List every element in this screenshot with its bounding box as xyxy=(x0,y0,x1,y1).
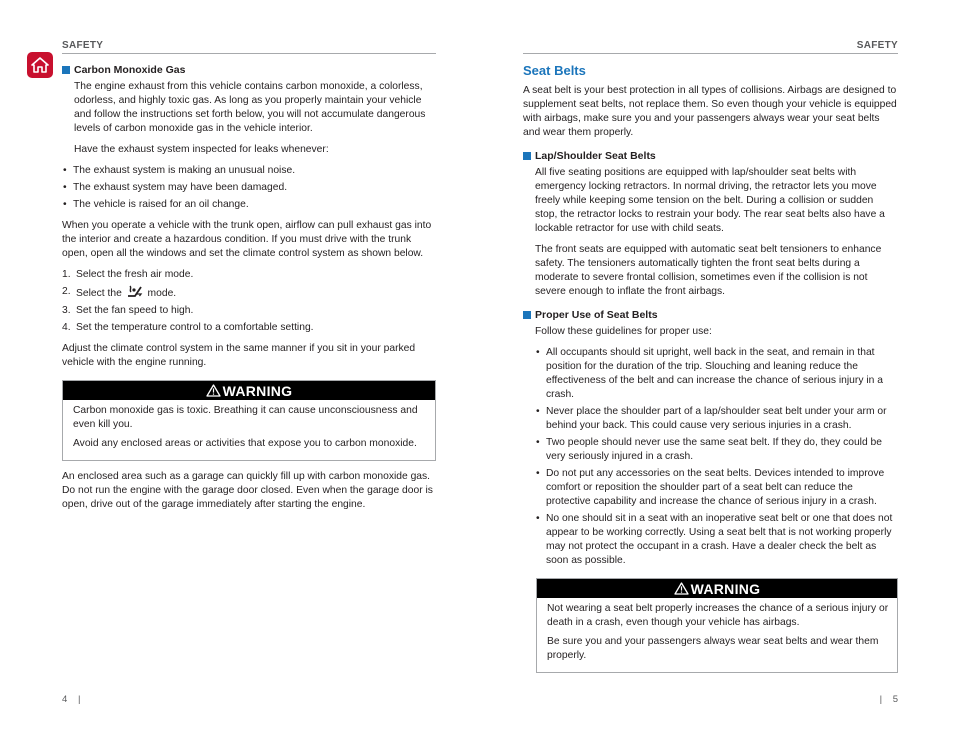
step-text: Select the fresh air mode. xyxy=(76,269,194,280)
lap-shoulder-body xyxy=(523,166,898,299)
warning-text: Not wearing a seat belt properly increases the chance of a serious injury or death in a crash, even though your vehicle has airbags. xyxy=(547,603,889,628)
list-item: • The exhaust system may have been damaged. xyxy=(62,181,436,195)
section-heading-text: Carbon Monoxide Gas xyxy=(74,64,186,76)
page-footer xyxy=(880,694,898,705)
warning-label: WARNING xyxy=(690,580,761,597)
warning-triangle-icon xyxy=(674,582,689,595)
home-button[interactable] xyxy=(27,52,53,78)
right-content xyxy=(523,63,898,682)
warning-body xyxy=(537,598,897,672)
intro-paragraph: A seat belt is your best protection in all types of collisions. Airbags are designed to supplement seat belts, not replace them. So even though your vehicle is equipped with airbags, make sure you and your passengers always wear your seat belts and wear them properly. xyxy=(523,85,897,138)
home-icon xyxy=(31,57,49,73)
header-rule xyxy=(523,53,898,54)
section-heading-proper-use xyxy=(523,308,898,322)
warning-triangle-icon xyxy=(206,384,221,397)
blue-square-icon xyxy=(523,152,531,160)
intro-paragraph: The engine exhaust from this vehicle contains carbon monoxide, a colorless, odorless, and highly toxic gas. As long as you properly maintain your vehicle and follow the instructions set forth below, you will not accumulate dangerous levels of carbon monoxide gas in the vehicle interior. xyxy=(74,81,426,134)
warning-bar xyxy=(537,579,897,598)
page-header-label: SAFETY xyxy=(62,40,104,51)
carbon-monoxide-body xyxy=(62,80,436,157)
step-text: Set the temperature control to a comfortable setting. xyxy=(76,322,314,333)
page-header-label: SAFETY xyxy=(856,40,898,51)
warning-box xyxy=(536,578,898,673)
list-item: 3. Set the fan speed to high. xyxy=(62,305,194,316)
step-text: Select the xyxy=(76,288,122,299)
section-heading-lap-shoulder xyxy=(523,149,898,163)
list-item: • The vehicle is raised for an oil change. xyxy=(62,198,436,212)
list-item: 1. Select the fresh air mode. xyxy=(62,269,194,280)
list-item: • The exhaust system is making an unusual noise. xyxy=(62,164,436,178)
list-item: 2. Select the mode. xyxy=(62,286,177,299)
inspect-list xyxy=(62,164,436,212)
lap-paragraph: All five seating positions are equipped with lap/shoulder seat belts with emergency locking retractors. In normal driving, the retractor lets you move freely while keeping some tension on the belt. During a collision or sudden stop, the retractor locks to restrain your body. The rear seat belts also have a lockable retractor for use with child seats. xyxy=(535,167,885,234)
blue-square-icon xyxy=(523,311,531,319)
climate-steps-list xyxy=(62,268,436,335)
header-rule xyxy=(62,53,436,54)
step-text: mode. xyxy=(147,288,177,299)
list-item: • No one should sit in a seat with an inoperative seat belt or one that does not appear to be working correctly. Using a seat belt that is not working properly may not protect the occupant in a crash. Have a dealer check the belt as soon as possible. xyxy=(535,512,898,568)
list-item: • Do not put any accessories on the seat belts. Devices intended to improve comfort or reposition the shoulder part of a seat belt can reduce the protective capability and increase the chance of serious injury in a crash. xyxy=(535,467,898,509)
warning-text: Be sure you and your passengers always wear seat belts and wear them properly. xyxy=(547,636,879,661)
proper-intro: Follow these guidelines for proper use: xyxy=(535,326,712,337)
warning-text: Carbon monoxide gas is toxic. Breathing it can cause unconsciousness and even kill you. xyxy=(73,405,418,430)
guidelines-list xyxy=(535,346,898,568)
blue-square-icon xyxy=(62,66,70,74)
page-number: 4 xyxy=(62,694,68,705)
list-item: • All occupants should sit upright, well back in the seat, and remain in that position for the duration of the trip. Slouching and leaning reduce the effectiveness of the belt and can increase the chance of serious injury in a crash. xyxy=(535,346,898,402)
list-item: • Never place the shoulder part of a lap/shoulder seat belt under your arm or behind your back. This could cause very serious injuries in a crash. xyxy=(535,405,898,433)
section-heading-carbon-monoxide xyxy=(62,63,436,77)
section-heading-text: Lap/Shoulder Seat Belts xyxy=(535,150,656,162)
footer-divider: | xyxy=(77,694,81,705)
tensioner-paragraph: The front seats are equipped with automatic seat belt tensioners to enhance safety. The tensioners automatically tighten the front seat belts during a moderate to severe frontal collision, sometimes even if the collision is not severe enough to inflate the front airbags. xyxy=(535,244,882,297)
floor-defrost-mode-icon xyxy=(127,285,143,298)
page-footer xyxy=(62,694,80,705)
inspect-paragraph: Have the exhaust system inspected for leaks whenever: xyxy=(74,144,329,155)
trunk-paragraph: When you operate a vehicle with the trunk open, airflow can pull exhaust gas into the interior and create a hazardous condition. If you must drive with the trunk open, open all the windows and set the climate control system as shown below. xyxy=(62,220,432,259)
page-title: Seat Belts xyxy=(523,63,586,78)
warning-text: Avoid any enclosed areas or activities that expose you to carbon monoxide. xyxy=(73,438,417,449)
proper-use-body xyxy=(523,325,898,568)
warning-label: WARNING xyxy=(222,382,293,399)
parked-paragraph: Adjust the climate control system in the same manner if you sit in your parked vehicle with the engine running. xyxy=(62,343,416,368)
warning-bar xyxy=(63,381,435,400)
step-text: Set the fan speed to high. xyxy=(76,305,194,316)
list-item: 4. Set the temperature control to a comfortable setting. xyxy=(62,322,314,333)
left-content xyxy=(62,63,436,519)
list-item: • Two people should never use the same seat belt. If they do, they could be very seriously injured in a crash. xyxy=(535,436,898,464)
warning-body xyxy=(63,400,435,460)
warning-box xyxy=(62,380,436,461)
section-heading-text: Proper Use of Seat Belts xyxy=(535,309,658,321)
right-page xyxy=(480,0,960,750)
page-number: 5 xyxy=(892,694,898,705)
footer-divider: | xyxy=(879,694,883,705)
closing-paragraph: An enclosed area such as a garage can quickly fill up with carbon monoxide gas. Do not run the engine with the garage door closed. Even when the garage door is open, drive out of the garage immediately after starting the engine. xyxy=(62,471,433,510)
